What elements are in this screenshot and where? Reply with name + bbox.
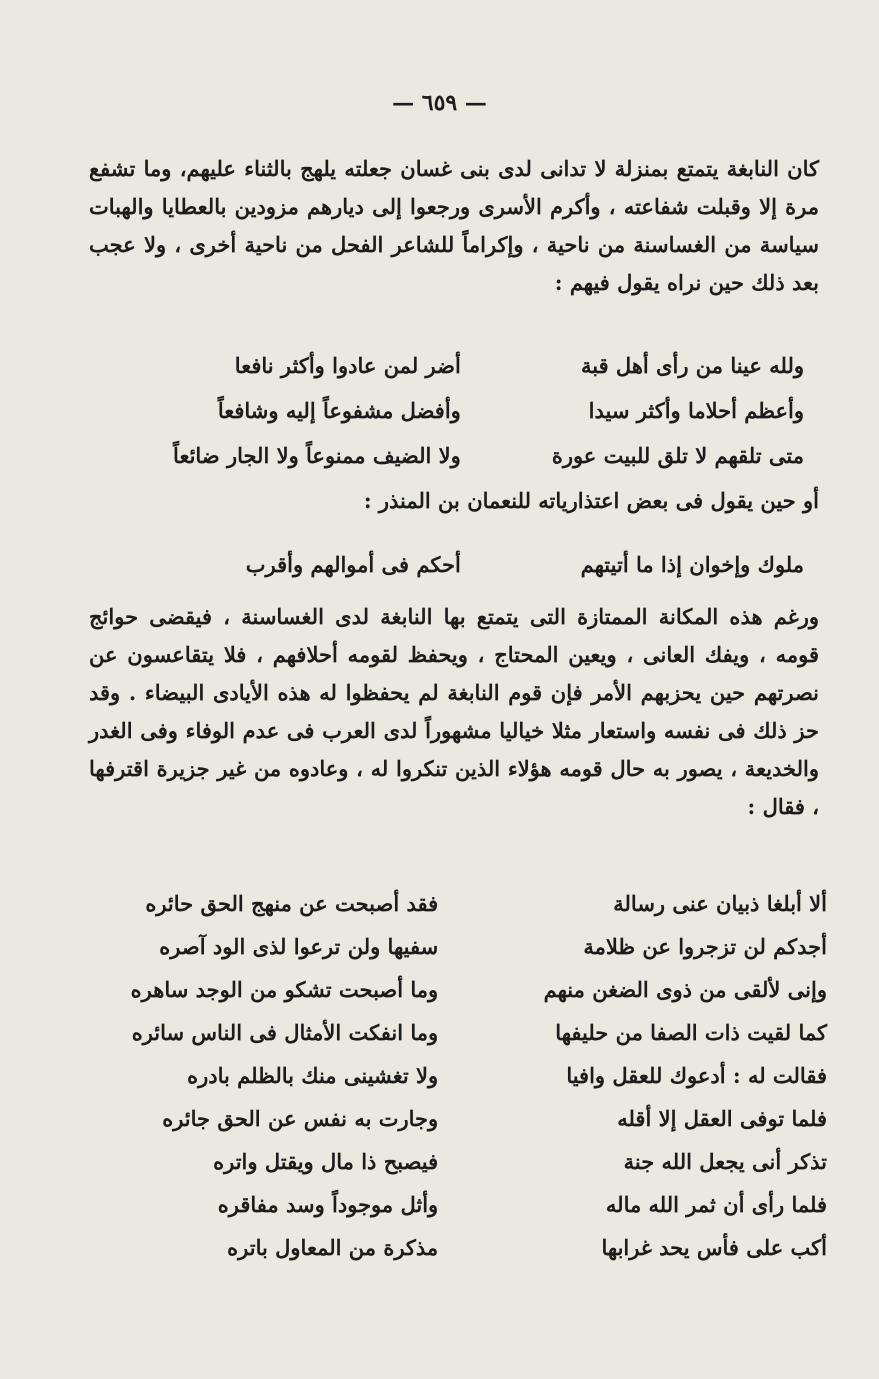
page-number: — ٦٥٩ — [392, 90, 487, 116]
hemistich-right: كما لقيت ذات الصفا من حليفها [555, 1020, 827, 1045]
hemistich-right: فقالت له : أدعوك للعقل وافيا [566, 1063, 827, 1088]
hemistich-left: فيصبح ذا مال ويقتل واتره [213, 1149, 439, 1174]
hemistich-right: فلما رأى أن ثمر الله ماله [605, 1192, 827, 1217]
hemistich-left: ولا الضيف ممنوعاً ولا الجار ضائعاً [173, 443, 461, 468]
verse-line [107, 925, 827, 968]
hemistich-right: ولله عينا من رأى أهل قبة [580, 353, 804, 378]
poem-2 [144, 542, 804, 587]
poem-1 [144, 343, 804, 478]
hemistich-left: وأثل موجوداً وسد مفاقره [217, 1192, 439, 1217]
verse-line [107, 1183, 827, 1226]
verse-line [144, 388, 804, 433]
verse-line [144, 343, 804, 388]
verse-line [107, 882, 827, 925]
hemistich-left: وجارت به نفس عن الحق جائره [162, 1106, 439, 1131]
verse-line [107, 1097, 827, 1140]
paragraph-1 [89, 150, 819, 302]
verse-line [144, 542, 804, 587]
verse-line [107, 968, 827, 1011]
paragraph-3-text: ورغم هذه المكانة الممتازة التى يتمتع بها النابغة لدى الغساسنة ، فيقضى حوائج قومه ، ويفك العانى ، ويعين المحتاج ، ويحفظ لقومه أحلافهم ، فلا يتقاعسون عن نصرتهم حين يحزبهم الأمر فإن قوم النابغة لم يحفظوا له هذه الأيادى البيضاء . وقد حز ذلك فى نفسه واستعار مثلا خياليا مشهوراً لدى العرب فى عدم الوفاء وفى الغدر والخديعة ، يصور به حال قومه هؤلاء الذين تنكروا له ، وعادوه من غير جزيرة اقترفها ، فقال : [89, 604, 819, 819]
hemistich-left: وما انفكت الأمثال فى الناس سائره [131, 1020, 439, 1045]
verse-line [107, 1226, 827, 1269]
verse-line [107, 1140, 827, 1183]
hemistich-left: وما أصبحت تشكو من الوجد ساهره [130, 977, 439, 1002]
verse-line [107, 1054, 827, 1097]
hemistich-left: أحكم فى أموالهم وأقرب [245, 552, 461, 577]
hemistich-right: أجدكم لن تزجروا عن ظلامة [583, 934, 827, 959]
hemistich-right: تذكر أنى يجعل الله جنة [623, 1149, 827, 1174]
hemistich-right: وإنى لألقى من ذوى الضغن منهم [543, 977, 827, 1002]
hemistich-right: أكب على فأس يحد غرابها [601, 1235, 827, 1260]
verse-line [144, 433, 804, 478]
hemistich-right: فلما توفى العقل إلا أقله [617, 1106, 827, 1131]
hemistich-left: أضر لمن عادوا وأكثر نافعا [234, 353, 461, 378]
hemistich-left: فقد أصبحت عن منهج الحق حائره [145, 891, 439, 916]
paragraph-2: أو حين يقول فى بعض اعتذارياته للنعمان بن المنذر : [363, 488, 819, 513]
hemistich-left: ولا تغشينى منك بالظلم بادره [187, 1063, 439, 1088]
hemistich-right: ألا أبلغا ذبيان عنى رسالة [613, 891, 827, 916]
hemistich-left: سفيها ولن ترعوا لذى الود آصره [159, 934, 439, 959]
poem-3 [107, 882, 827, 1269]
verse-line [107, 1011, 827, 1054]
paragraph-3 [89, 598, 819, 826]
hemistich-right: وأعظم أحلاما وأكثر سيدا [588, 398, 804, 423]
hemistich-left: مذكرة من المعاول باتره [227, 1235, 439, 1260]
hemistich-left: وأفضل مشفوعاً إليه وشافعاً [217, 398, 461, 423]
hemistich-right: متى تلقهم لا تلق للبيت عورة [551, 443, 804, 468]
hemistich-right: ملوك وإخوان إذا ما أتيتهم [580, 552, 804, 577]
paragraph-1-text: كان النابغة يتمتع بمنزلة لا تدانى لدى بنى غسان جعلته يلهج بالثناء عليهم، وما تشفع مرة إلا وقبلت شفاعته ، وأكرم الأسرى ورجعوا إلى ديارهم مزودين بالعطايا والهبات سياسة من الغساسنة من ناحية ، وإكراماً للشاعر الفحل من ناحية أخرى ، ولا عجب بعد ذلك حين نراه يقول فيهم : [89, 156, 819, 295]
